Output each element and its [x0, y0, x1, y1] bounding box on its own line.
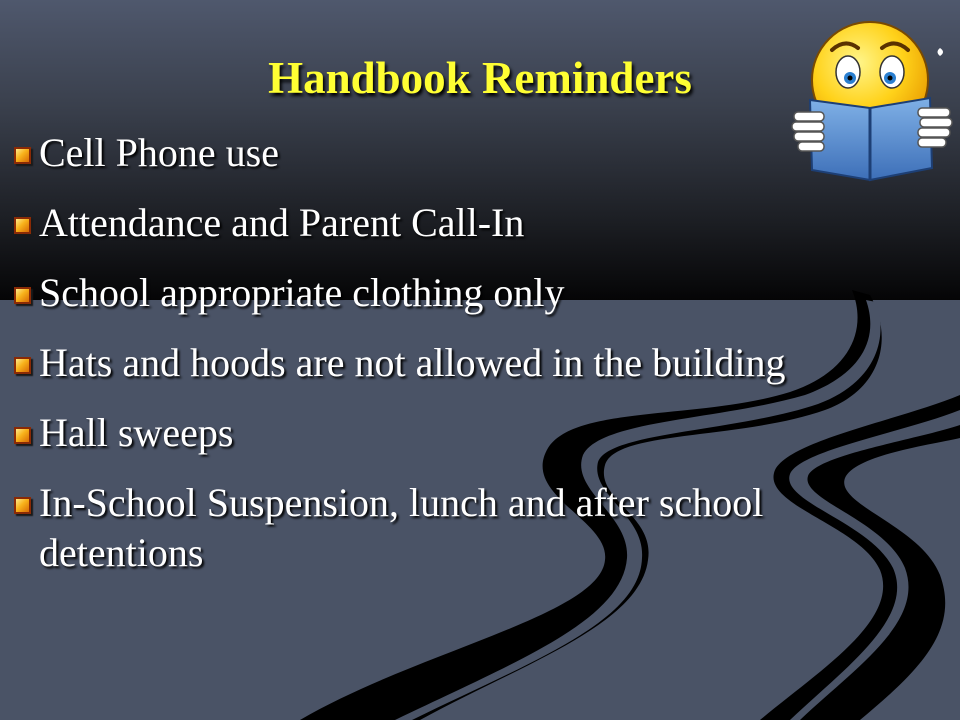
square-bullet-icon — [14, 147, 31, 164]
bullet-text: In-School Suspension, lunch and after school detentions — [39, 480, 764, 575]
bullet-text: Attendance and Parent Call-In — [39, 200, 525, 245]
bullet-item — [12, 268, 872, 318]
bullet-item — [12, 338, 872, 388]
square-bullet-icon — [14, 287, 31, 304]
bullet-text: Hall sweeps — [39, 410, 234, 455]
bullet-text: Hats and hoods are not allowed in the building — [39, 340, 786, 385]
bullet-item — [12, 128, 872, 178]
square-bullet-icon — [14, 497, 31, 514]
bullet-list — [12, 128, 872, 598]
bullet-item — [12, 198, 872, 248]
bullet-item — [12, 408, 872, 458]
slide-title: Handbook Reminders — [268, 53, 692, 103]
square-bullet-icon — [14, 217, 31, 234]
square-bullet-icon — [14, 427, 31, 444]
square-bullet-icon — [14, 357, 31, 374]
bullet-item — [12, 478, 872, 578]
reading-smiley-icon — [790, 8, 960, 193]
bullet-text: Cell Phone use — [39, 130, 279, 175]
bullet-text: School appropriate clothing only — [39, 270, 565, 315]
